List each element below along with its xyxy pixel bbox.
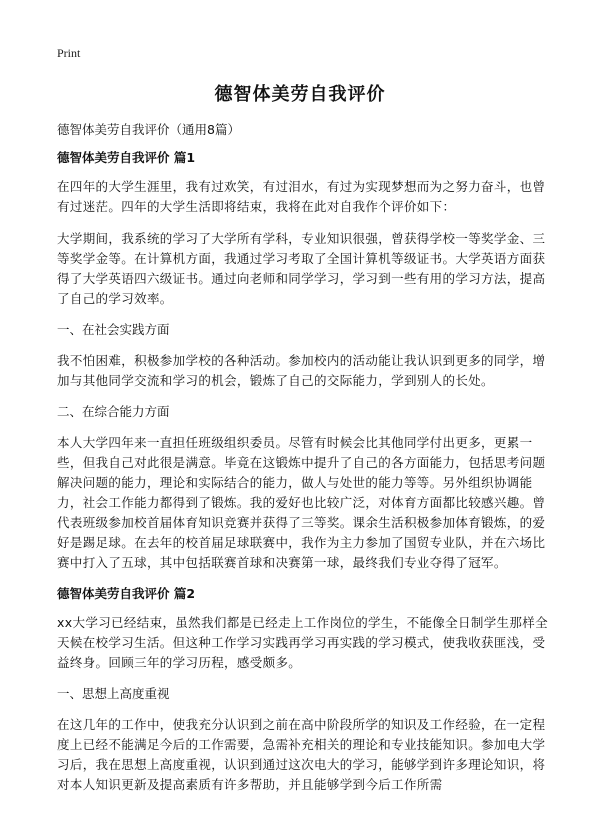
subheading: 一、思想上高度重视 (57, 686, 170, 701)
paragraph: 我不怕困难，积极参加学校的各种活动。参加校内的活动能让我认识到更多的同学，增加与其他同学交流和学习的机会，锻炼了自己的交际能力，学到别人的长处。 (57, 353, 546, 388)
paragraph: 大学期间，我系统的学习了大学所有学科，专业知识很强，曾获得学校一等奖学金、三等奖学金等。在计算机方面，我通过学习考取了全国计算机等级证书。大学英语方面获得了大学英语四六级证书。通过向老师和同学学习，学习到一些有用的学习方法，提高了自己的学习效率。 (57, 231, 546, 306)
paragraph: xx大学习已经结束，虽然我们都是已经走上工作岗位的学生，不能像全日制学生那样全天候在校学习生活。但这种工作学习实践再学习再实践的学习模式，使我收获匪浅，受益终身。回顾三年的学习历程，感受颇多。 (57, 615, 548, 670)
paragraph: 本人大学四年来一直担任班级组织委员。尽管有时候会比其他同学付出更多，更累一些，但我自己对此很是满意。毕竟在这锻炼中提升了自己的各方面能力，包括思考问题解决问题的能力，理论和实际结合的能力，做人与处世的能力等等。另外组织协调能力，社会工作能力都得到了锻炼。我的爱好也比较广泛，对体育方面都比较感兴趣。曾代表班级参加校首届体育知识竞赛并获得了三等奖。课余生活积极参加体育锻炼，的爱好是踢足球。在去年的校首届足球联赛中，我作为主力参加了国贸专业队，并在六场比赛中打入了五球，其中包括联赛首球和决赛第一球，最终我们专业夺得了冠军。 (57, 435, 546, 570)
subheading: 一、在社会实践方面 (57, 322, 170, 337)
document-title: 德智体美劳自我评价 (214, 84, 386, 105)
paragraph: 在四年的大学生涯里，我有过欢笑，有过泪水，有过为实现梦想而为之努力奋斗，也曾有过迷茫。四年的大学生活即将结束，我将在此对自我作个评价如下： (57, 179, 546, 214)
print-link[interactable]: Print (57, 46, 81, 60)
document-body (57, 121, 551, 807)
subheading: 二、在综合能力方面 (57, 404, 170, 419)
section-heading-2: 德智体美劳自我评价 篇2 (57, 586, 196, 601)
paragraph: 在这几年的工作中，使我充分认识到之前在高中阶段所学的知识及工作经验，在一定程度上已经不能满足今后的工作需要，急需补充相关的理论和专业技能知识。参加电大学习后，我在思想上高度重视，认识到通过这次电大的学习，能够学到许多理论知识，将对本人知识更新及提高素质有许多帮助，并且能够学到今后工作所需 (57, 717, 546, 792)
document-subtitle: 德智体美劳自我评价（通用8篇） (57, 122, 240, 137)
section-heading-1: 德智体美劳自我评价 篇1 (57, 150, 196, 165)
